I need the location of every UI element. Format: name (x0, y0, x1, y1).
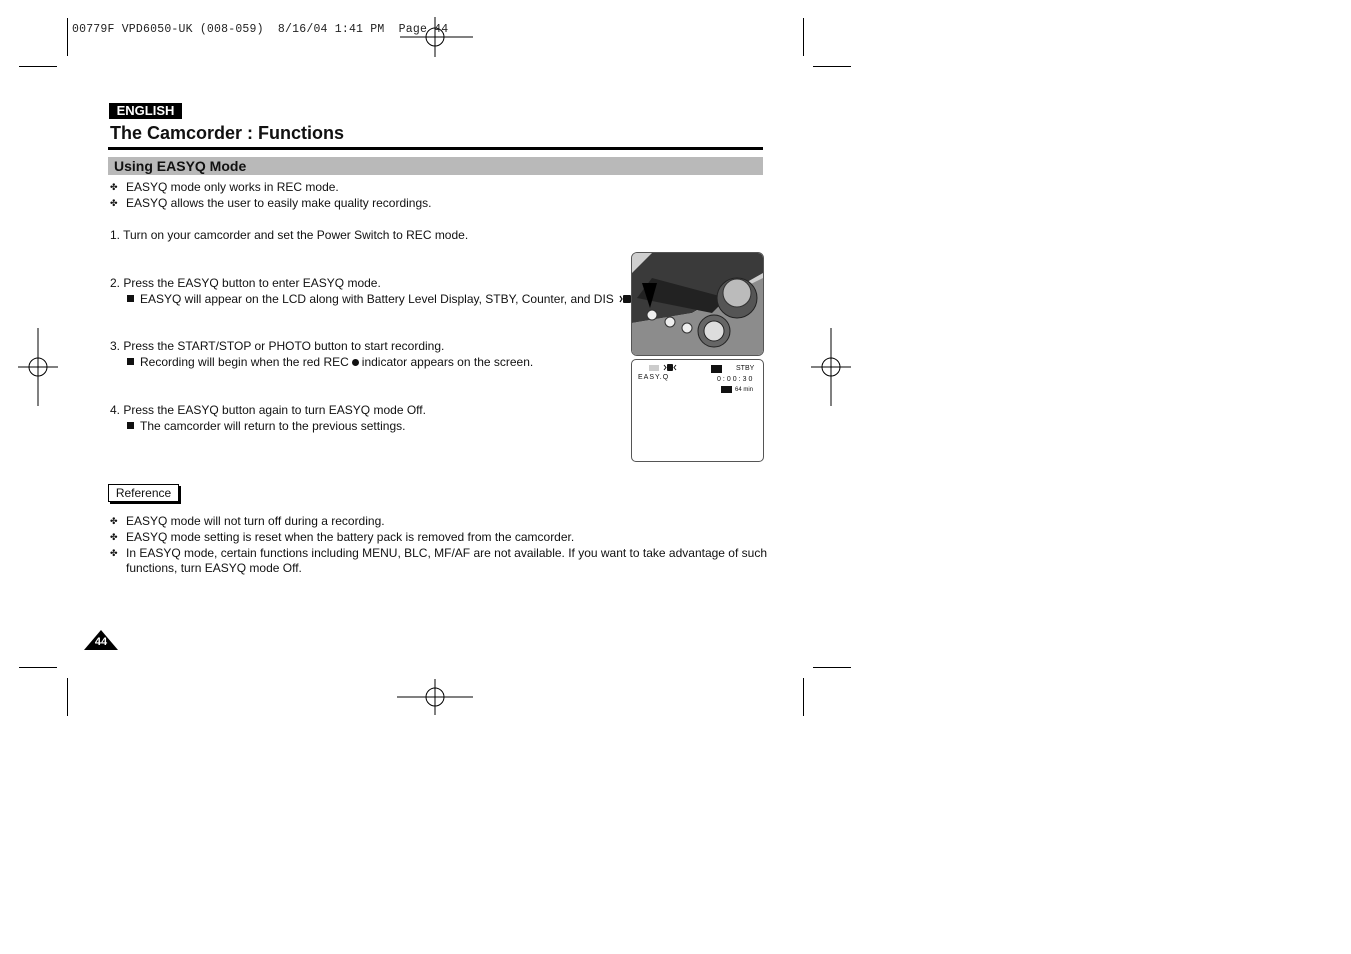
page-number-badge (84, 630, 118, 650)
square-bullet-icon (127, 422, 134, 429)
reference-label: Reference (108, 484, 179, 502)
crop-mark (67, 678, 68, 716)
bullet-icon: ✤ (110, 548, 118, 558)
camcorder-drawing (632, 253, 763, 355)
step-2-detail (127, 292, 639, 306)
step-2-detail-text: EASYQ will appear on the LCD along with Battery Level Display, STBY, Counter, and DIS (140, 292, 614, 306)
crop-mark (19, 667, 57, 668)
square-bullet-icon (127, 295, 134, 302)
bullet-icon: ✤ (110, 532, 118, 542)
bullet-text: EASYQ mode will not turn off during a recording. (126, 514, 385, 528)
section-title: Using EASYQ Mode (114, 158, 247, 174)
crop-mark (813, 667, 851, 668)
section-header (108, 157, 763, 175)
bullet-icon: ✤ (110, 516, 118, 526)
bullet-text: EASYQ mode only works in REC mode. (126, 180, 339, 194)
bullet-text: EASYQ mode setting is reset when the battery pack is removed from the camcorder. (126, 530, 575, 544)
step-1: 1. Turn on your camcorder and set the Power Switch to REC mode. (110, 228, 469, 242)
registration-mark-bottom (395, 677, 475, 717)
crop-mark (803, 18, 804, 56)
title-rule (108, 147, 763, 150)
bullet-icon: ✤ (110, 198, 118, 208)
step-3-detail-text-b: indicator appears on the screen. (361, 355, 534, 369)
time-counter: 0:00:30 (717, 376, 755, 383)
bullet-text-continued: functions, turn EASYQ mode Off. (126, 561, 302, 575)
step-3: 3. Press the START/STOP or PHOTO button to start recording. (110, 339, 445, 353)
page-title: The Camcorder : Functions (110, 123, 345, 143)
bullet-text: EASYQ allows the user to easily make quality recordings. (126, 196, 432, 210)
tape-icon (711, 365, 722, 373)
page-number: 44 (94, 636, 108, 648)
dis-hand-icon (663, 363, 677, 372)
battery-level-icon (649, 365, 659, 371)
registration-mark-right (811, 328, 853, 406)
step-4: 4. Press the EASYQ button again to turn EASYQ mode Off. (110, 403, 426, 417)
step-3-detail (127, 355, 533, 369)
lcd-screen-illustration (631, 359, 764, 462)
bullet-text: In EASYQ mode, certain functions including MENU, BLC, MF/AF are not available. If you want to take advantage of such (126, 546, 767, 560)
crop-mark (803, 678, 804, 716)
crop-mark (813, 66, 851, 67)
rec-dot-icon (352, 359, 359, 366)
easyq-indicator: EASY.Q (638, 374, 670, 381)
square-bullet-icon (127, 358, 134, 365)
remaining-tape-icon (721, 386, 732, 393)
bullet-icon: ✤ (110, 182, 118, 192)
crop-mark (67, 18, 68, 56)
step-2: 2. Press the EASYQ button to enter EASYQ mode. (110, 276, 381, 290)
camcorder-illustration (631, 252, 764, 356)
step-3-detail-text-a: Recording will begin when the red REC (140, 355, 349, 369)
remaining-time: 64 min (735, 387, 754, 393)
stby-indicator: STBY (736, 365, 755, 372)
step-4-detail-text: The camcorder will return to the previous settings. (140, 419, 406, 433)
step-4-detail (127, 419, 405, 433)
print-slug: 00779F VPD6050-UK (008-059) 8/16/04 1:41 PM Page 44 (72, 23, 449, 36)
crop-mark (19, 66, 57, 67)
registration-mark-left (18, 328, 60, 406)
language-badge: ENGLISH (109, 103, 182, 119)
